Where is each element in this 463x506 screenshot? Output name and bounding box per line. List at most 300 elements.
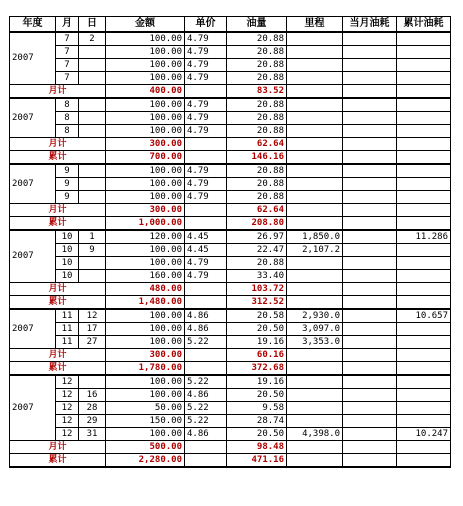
mileage-cell: [287, 177, 343, 190]
day-cell: 17: [79, 322, 106, 335]
header-amount: 金额: [106, 17, 185, 32]
fuel-volume-cell: 20.50: [227, 427, 287, 440]
amount-cell: 100.00: [106, 388, 185, 401]
cumulative-consumption-cell: [397, 98, 451, 112]
monthly-total-row: [10, 84, 451, 98]
mileage-cell: 2,107.2: [287, 243, 343, 256]
total-price-empty: [185, 295, 227, 309]
amount-cell: 160.00: [106, 269, 185, 282]
day-cell: [79, 375, 106, 389]
table-row: [10, 177, 451, 190]
total-label: 累计: [10, 361, 106, 375]
total-fuel-volume: 103.72: [227, 282, 287, 295]
mileage-cell: [287, 58, 343, 71]
header-month: 月: [56, 17, 79, 32]
unit-price-cell: 5.22: [185, 335, 227, 348]
table-row: [10, 124, 451, 137]
total-mileage-empty: [287, 295, 343, 309]
unit-price-cell: 4.86: [185, 427, 227, 440]
cumulative-consumption-cell: [397, 164, 451, 178]
mileage-cell: 4,398.0: [287, 427, 343, 440]
total-amount: 300.00: [106, 137, 185, 150]
unit-price-cell: 4.79: [185, 269, 227, 282]
total-amount: 480.00: [106, 282, 185, 295]
table-row: [10, 230, 451, 244]
mileage-cell: [287, 414, 343, 427]
total-cumulative-empty: [397, 84, 451, 98]
day-cell: 16: [79, 388, 106, 401]
mileage-cell: 3,097.0: [287, 322, 343, 335]
total-cumulative-empty: [397, 137, 451, 150]
mileage-cell: 2,930.0: [287, 309, 343, 323]
month-cell: 7: [56, 32, 79, 46]
table-row: [10, 414, 451, 427]
total-mileage-empty: [287, 282, 343, 295]
header-fuel-volume: 油量: [227, 17, 287, 32]
total-price-empty: [185, 203, 227, 216]
monthly-consumption-cell: [343, 164, 397, 178]
fuel-volume-cell: 20.88: [227, 256, 287, 269]
monthly-total-row: [10, 137, 451, 150]
fuel-volume-cell: 20.88: [227, 98, 287, 112]
fuel-volume-cell: 20.88: [227, 58, 287, 71]
total-price-empty: [185, 84, 227, 98]
unit-price-cell: 4.79: [185, 256, 227, 269]
fuel-volume-cell: 19.16: [227, 375, 287, 389]
fuel-volume-cell: 20.88: [227, 190, 287, 203]
monthly-consumption-cell: [343, 230, 397, 244]
unit-price-cell: 4.79: [185, 32, 227, 46]
cumulative-consumption-cell: [397, 335, 451, 348]
total-cumulative-empty: [397, 453, 451, 467]
total-label: 累计: [10, 295, 106, 309]
mileage-cell: [287, 98, 343, 112]
day-cell: 29: [79, 414, 106, 427]
total-label: 累计: [10, 150, 106, 164]
fuel-volume-cell: 19.16: [227, 335, 287, 348]
cumulative-consumption-cell: [397, 375, 451, 389]
monthly-consumption-cell: [343, 98, 397, 112]
cumulative-consumption-cell: [397, 71, 451, 84]
fuel-volume-cell: 20.88: [227, 111, 287, 124]
year-cell: 2007: [10, 375, 56, 441]
unit-price-cell: 4.79: [185, 177, 227, 190]
day-cell: [79, 98, 106, 112]
total-mileage-empty: [287, 348, 343, 361]
total-monthly-empty: [343, 84, 397, 98]
month-cell: 10: [56, 243, 79, 256]
month-cell: 10: [56, 269, 79, 282]
monthly-consumption-cell: [343, 32, 397, 46]
mileage-cell: [287, 256, 343, 269]
day-cell: [79, 71, 106, 84]
unit-price-cell: 4.79: [185, 58, 227, 71]
total-monthly-empty: [343, 137, 397, 150]
total-fuel-volume: 83.52: [227, 84, 287, 98]
day-cell: 31: [79, 427, 106, 440]
header-unit-price: 单价: [185, 17, 227, 32]
monthly-consumption-cell: [343, 322, 397, 335]
fuel-volume-cell: 33.40: [227, 269, 287, 282]
month-cell: 11: [56, 309, 79, 323]
table-row: [10, 111, 451, 124]
unit-price-cell: 4.86: [185, 309, 227, 323]
day-cell: [79, 164, 106, 178]
total-price-empty: [185, 453, 227, 467]
total-monthly-empty: [343, 295, 397, 309]
table-row: [10, 401, 451, 414]
table-row: [10, 32, 451, 46]
total-monthly-empty: [343, 348, 397, 361]
total-label: 累计: [10, 453, 106, 467]
cumulative-consumption-cell: [397, 177, 451, 190]
day-cell: [79, 177, 106, 190]
total-fuel-volume: 62.64: [227, 203, 287, 216]
monthly-total-row: [10, 282, 451, 295]
cumulative-total-row: [10, 150, 451, 164]
table-row: [10, 322, 451, 335]
header-monthly-consumption: 当月油耗: [343, 17, 397, 32]
month-cell: 12: [56, 375, 79, 389]
unit-price-cell: 4.79: [185, 164, 227, 178]
total-label: 累计: [10, 216, 106, 230]
unit-price-cell: 4.79: [185, 98, 227, 112]
day-cell: 9: [79, 243, 106, 256]
fuel-volume-cell: 20.88: [227, 124, 287, 137]
year-cell: 2007: [10, 230, 56, 283]
unit-price-cell: 4.79: [185, 190, 227, 203]
table-row: [10, 243, 451, 256]
monthly-total-row: [10, 348, 451, 361]
day-cell: [79, 58, 106, 71]
amount-cell: 100.00: [106, 375, 185, 389]
total-cumulative-empty: [397, 282, 451, 295]
total-cumulative-empty: [397, 361, 451, 375]
amount-cell: 150.00: [106, 414, 185, 427]
day-cell: 2: [79, 32, 106, 46]
amount-cell: 100.00: [106, 256, 185, 269]
header-row: [10, 17, 451, 32]
day-cell: [79, 124, 106, 137]
cumulative-total-row: [10, 361, 451, 375]
cumulative-consumption-cell: [397, 45, 451, 58]
total-amount: 400.00: [106, 84, 185, 98]
total-cumulative-empty: [397, 216, 451, 230]
monthly-consumption-cell: [343, 388, 397, 401]
fuel-volume-cell: 22.47: [227, 243, 287, 256]
month-cell: 8: [56, 111, 79, 124]
cumulative-consumption-cell: 10.247: [397, 427, 451, 440]
total-mileage-empty: [287, 453, 343, 467]
mileage-cell: [287, 124, 343, 137]
monthly-consumption-cell: [343, 190, 397, 203]
mileage-cell: [287, 269, 343, 282]
month-cell: 9: [56, 190, 79, 203]
total-monthly-empty: [343, 361, 397, 375]
table-row: [10, 98, 451, 112]
month-cell: 10: [56, 256, 79, 269]
fuel-volume-cell: 20.88: [227, 177, 287, 190]
cumulative-consumption-cell: [397, 58, 451, 71]
month-cell: 10: [56, 230, 79, 244]
cumulative-consumption-cell: [397, 243, 451, 256]
table-row: [10, 269, 451, 282]
month-cell: 8: [56, 98, 79, 112]
monthly-consumption-cell: [343, 401, 397, 414]
day-cell: [79, 269, 106, 282]
header-day: 日: [79, 17, 106, 32]
total-fuel-volume: 62.64: [227, 137, 287, 150]
total-cumulative-empty: [397, 203, 451, 216]
header-year: 年度: [10, 17, 56, 32]
total-monthly-empty: [343, 216, 397, 230]
cumulative-consumption-cell: [397, 388, 451, 401]
amount-cell: 100.00: [106, 98, 185, 112]
cumulative-consumption-cell: [397, 401, 451, 414]
year-cell: 2007: [10, 164, 56, 204]
total-cumulative-empty: [397, 348, 451, 361]
cumulative-consumption-cell: [397, 322, 451, 335]
total-fuel-volume: 60.16: [227, 348, 287, 361]
year-cell: 2007: [10, 98, 56, 138]
amount-cell: 100.00: [106, 58, 185, 71]
total-fuel-volume: 98.48: [227, 440, 287, 453]
amount-cell: 100.00: [106, 322, 185, 335]
total-amount: 1,780.00: [106, 361, 185, 375]
total-mileage-empty: [287, 137, 343, 150]
total-amount: 300.00: [106, 203, 185, 216]
monthly-consumption-cell: [343, 335, 397, 348]
month-cell: 12: [56, 401, 79, 414]
table-row: [10, 58, 451, 71]
total-mileage-empty: [287, 361, 343, 375]
month-cell: 9: [56, 177, 79, 190]
total-mileage-empty: [287, 150, 343, 164]
unit-price-cell: 4.79: [185, 71, 227, 84]
monthly-consumption-cell: [343, 243, 397, 256]
table-row: [10, 164, 451, 178]
cumulative-total-row: [10, 216, 451, 230]
monthly-consumption-cell: [343, 71, 397, 84]
fuel-volume-cell: 20.88: [227, 71, 287, 84]
total-label: 月计: [10, 282, 106, 295]
month-cell: 12: [56, 427, 79, 440]
amount-cell: 120.00: [106, 230, 185, 244]
amount-cell: 100.00: [106, 427, 185, 440]
total-amount: 700.00: [106, 150, 185, 164]
fuel-ledger-table: [9, 16, 451, 468]
unit-price-cell: 5.22: [185, 414, 227, 427]
month-cell: 11: [56, 322, 79, 335]
total-amount: 1,480.00: [106, 295, 185, 309]
total-price-empty: [185, 137, 227, 150]
month-cell: 12: [56, 388, 79, 401]
amount-cell: 100.00: [106, 164, 185, 178]
table-row: [10, 45, 451, 58]
cumulative-consumption-cell: [397, 190, 451, 203]
table-row: [10, 256, 451, 269]
day-cell: [79, 111, 106, 124]
day-cell: 1: [79, 230, 106, 244]
year-cell: 2007: [10, 309, 56, 349]
header-mileage: 里程: [287, 17, 343, 32]
amount-cell: 100.00: [106, 243, 185, 256]
day-cell: 28: [79, 401, 106, 414]
total-amount: 500.00: [106, 440, 185, 453]
amount-cell: 100.00: [106, 32, 185, 46]
total-monthly-empty: [343, 440, 397, 453]
mileage-cell: [287, 111, 343, 124]
total-label: 月计: [10, 203, 106, 216]
table-row: [10, 335, 451, 348]
total-price-empty: [185, 348, 227, 361]
fuel-volume-cell: 20.88: [227, 32, 287, 46]
fuel-volume-cell: 9.58: [227, 401, 287, 414]
month-cell: 7: [56, 45, 79, 58]
mileage-cell: [287, 190, 343, 203]
monthly-consumption-cell: [343, 124, 397, 137]
monthly-consumption-cell: [343, 256, 397, 269]
table-row: [10, 309, 451, 323]
monthly-consumption-cell: [343, 111, 397, 124]
amount-cell: 100.00: [106, 177, 185, 190]
total-amount: 1,000.00: [106, 216, 185, 230]
amount-cell: 100.00: [106, 71, 185, 84]
month-cell: 11: [56, 335, 79, 348]
mileage-cell: 1,850.0: [287, 230, 343, 244]
total-price-empty: [185, 282, 227, 295]
unit-price-cell: 4.45: [185, 243, 227, 256]
total-label: 月计: [10, 440, 106, 453]
fuel-volume-cell: 20.58: [227, 309, 287, 323]
total-label: 月计: [10, 137, 106, 150]
mileage-cell: [287, 71, 343, 84]
fuel-volume-cell: 20.50: [227, 388, 287, 401]
total-fuel-volume: 312.52: [227, 295, 287, 309]
month-cell: 7: [56, 71, 79, 84]
monthly-consumption-cell: [343, 414, 397, 427]
total-cumulative-empty: [397, 150, 451, 164]
cumulative-total-row: [10, 453, 451, 467]
fuel-volume-cell: 20.88: [227, 164, 287, 178]
ledger-body: [10, 32, 451, 467]
total-mileage-empty: [287, 84, 343, 98]
amount-cell: 100.00: [106, 45, 185, 58]
total-monthly-empty: [343, 453, 397, 467]
total-mileage-empty: [287, 216, 343, 230]
unit-price-cell: 4.86: [185, 322, 227, 335]
month-cell: 7: [56, 58, 79, 71]
mileage-cell: [287, 32, 343, 46]
total-mileage-empty: [287, 203, 343, 216]
cumulative-consumption-cell: 11.286: [397, 230, 451, 244]
cumulative-consumption-cell: [397, 414, 451, 427]
unit-price-cell: 4.45: [185, 230, 227, 244]
day-cell: [79, 256, 106, 269]
amount-cell: 100.00: [106, 309, 185, 323]
monthly-consumption-cell: [343, 58, 397, 71]
amount-cell: 50.00: [106, 401, 185, 414]
monthly-total-row: [10, 203, 451, 216]
table-row: [10, 427, 451, 440]
unit-price-cell: 5.22: [185, 401, 227, 414]
cumulative-total-row: [10, 295, 451, 309]
total-fuel-volume: 146.16: [227, 150, 287, 164]
total-price-empty: [185, 216, 227, 230]
total-cumulative-empty: [397, 440, 451, 453]
total-label: 月计: [10, 348, 106, 361]
total-mileage-empty: [287, 440, 343, 453]
monthly-consumption-cell: [343, 375, 397, 389]
total-monthly-empty: [343, 203, 397, 216]
day-cell: [79, 45, 106, 58]
table-row: [10, 375, 451, 389]
amount-cell: 100.00: [106, 124, 185, 137]
monthly-consumption-cell: [343, 269, 397, 282]
amount-cell: 100.00: [106, 111, 185, 124]
cumulative-consumption-cell: 10.657: [397, 309, 451, 323]
fuel-volume-cell: 20.88: [227, 45, 287, 58]
monthly-consumption-cell: [343, 177, 397, 190]
month-cell: 8: [56, 124, 79, 137]
amount-cell: 100.00: [106, 335, 185, 348]
mileage-cell: [287, 388, 343, 401]
total-monthly-empty: [343, 150, 397, 164]
day-cell: 12: [79, 309, 106, 323]
unit-price-cell: 4.79: [185, 45, 227, 58]
total-fuel-volume: 208.80: [227, 216, 287, 230]
unit-price-cell: 4.79: [185, 111, 227, 124]
month-cell: 9: [56, 164, 79, 178]
fuel-volume-cell: 26.97: [227, 230, 287, 244]
amount-cell: 100.00: [106, 190, 185, 203]
day-cell: [79, 190, 106, 203]
mileage-cell: [287, 401, 343, 414]
monthly-total-row: [10, 440, 451, 453]
cumulative-consumption-cell: [397, 124, 451, 137]
unit-price-cell: 5.22: [185, 375, 227, 389]
total-amount: 2,280.00: [106, 453, 185, 467]
total-amount: 300.00: [106, 348, 185, 361]
total-price-empty: [185, 440, 227, 453]
mileage-cell: [287, 164, 343, 178]
total-cumulative-empty: [397, 295, 451, 309]
month-cell: 12: [56, 414, 79, 427]
mileage-cell: 3,353.0: [287, 335, 343, 348]
table-row: [10, 190, 451, 203]
year-cell: 2007: [10, 32, 56, 85]
total-fuel-volume: 471.16: [227, 453, 287, 467]
fuel-volume-cell: 20.50: [227, 322, 287, 335]
mileage-cell: [287, 375, 343, 389]
total-price-empty: [185, 361, 227, 375]
monthly-consumption-cell: [343, 45, 397, 58]
monthly-consumption-cell: [343, 427, 397, 440]
cumulative-consumption-cell: [397, 111, 451, 124]
monthly-consumption-cell: [343, 309, 397, 323]
cumulative-consumption-cell: [397, 269, 451, 282]
table-row: [10, 388, 451, 401]
total-monthly-empty: [343, 282, 397, 295]
table-row: [10, 71, 451, 84]
total-price-empty: [185, 150, 227, 164]
mileage-cell: [287, 45, 343, 58]
total-label: 月计: [10, 84, 106, 98]
header-cumulative-consumption: 累计油耗: [397, 17, 451, 32]
cumulative-consumption-cell: [397, 32, 451, 46]
unit-price-cell: 4.86: [185, 388, 227, 401]
day-cell: 27: [79, 335, 106, 348]
